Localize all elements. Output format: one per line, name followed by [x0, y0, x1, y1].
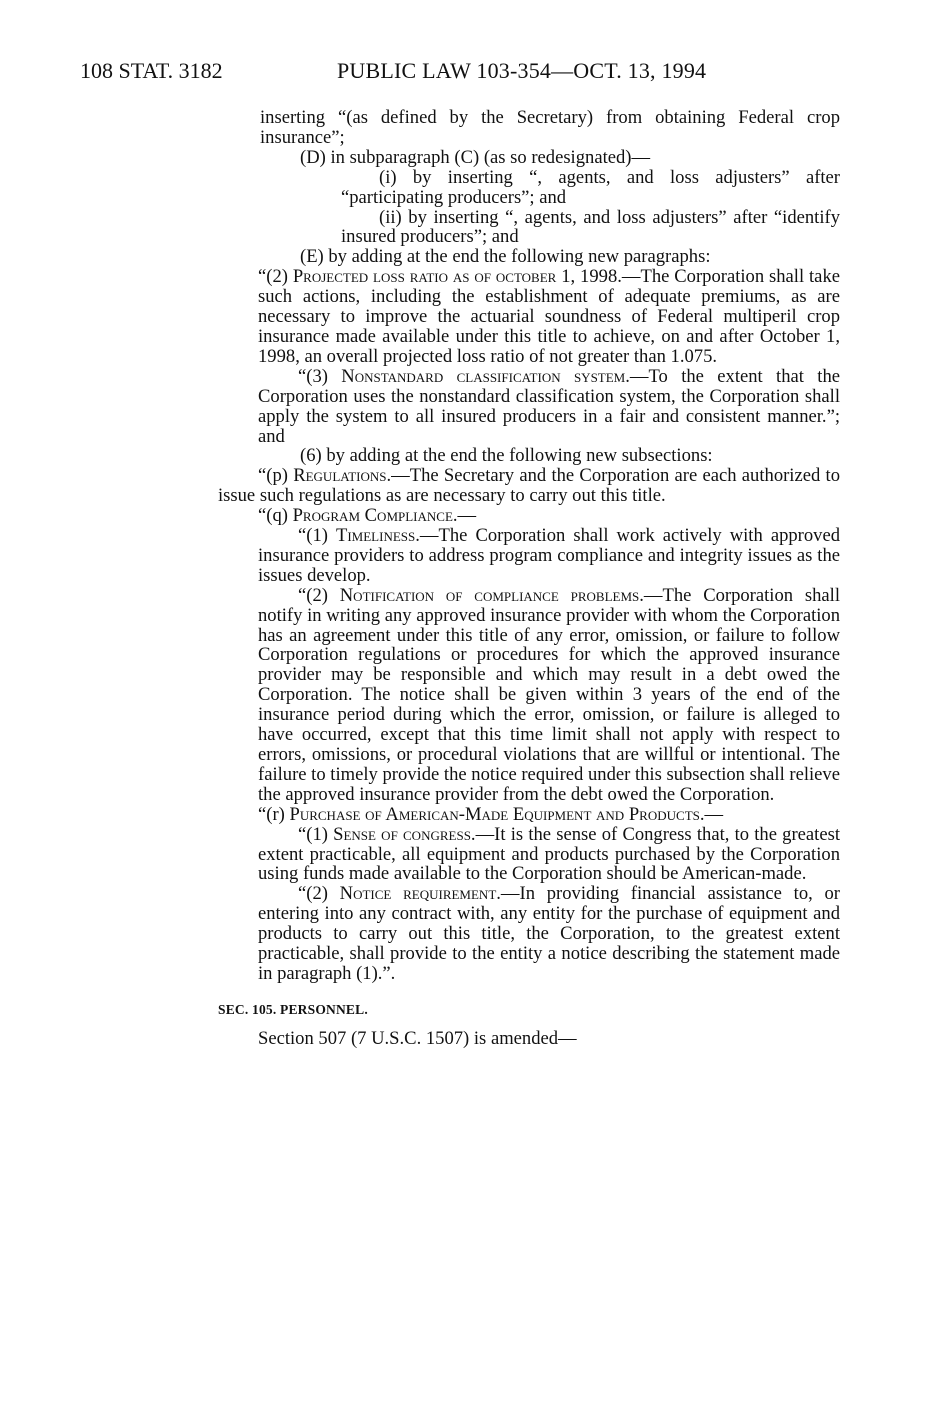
- clause-d-ii: (ii) by inserting “, agents, and loss adjusters” after “identify insured producers”; and: [341, 206, 840, 248]
- subsection-q-2-notification: “(2) Notification of compliance problems.—The Corporation shall notify in writing any approved insurance provider with whom the Corporation has an agreement under this title of any error, omission, or failure to follow Corporation regulations or procedures for which the approved insurance provider may be responsible and which may result in a debt owed the Corporation. The notice shall be given within 3 years of the end of the insurance period during which the error, omission, or failure is alleged to have occurred, except that this time limit shall not apply with respect to errors, omissions, or procedural violations that are willful or intentional. The failure to timely provide the notice required under this subsection shall relieve the approved insurance provider from the debt owed the Corporation.: [258, 584, 840, 805]
- subsection-r-2-heading: Notice requirement.: [339, 883, 501, 905]
- paragraph-3-nonstandard-classification: “(3) Nonstandard classification system.—To the extent that the Corporation uses the nonstandard classification system, the Corporation shall apply the system to all insured producers in a fair and consistent manner.”; and: [258, 365, 840, 447]
- document-body: [218, 108, 840, 1049]
- subsection-p-heading: Regulations.: [293, 465, 392, 487]
- subsection-r-heading: Purchase of American-Made Equipment and Products.: [289, 803, 705, 825]
- subsection-r-american-made: “(r) Purchase of American-Made Equipment and Products.—: [258, 803, 724, 825]
- clause-d: (D) in subparagraph (C) (as so redesignated)—: [300, 146, 651, 168]
- section-lead-in: Section 507 (7 U.S.C. 1507) is amended—: [258, 1027, 577, 1049]
- clause-e: (E) by adding at the end the following new paragraphs:: [300, 246, 711, 268]
- statute-page-number: 108 STAT. 3182: [80, 58, 223, 83]
- subsection-r-1-sense-of-congress: “(1) Sense of congress.—It is the sense of Congress that, to the greatest extent practicable, all equipment and products purchased by the Corporation using funds made available to the Corporation should be American-made.: [258, 823, 840, 885]
- subsection-q-1-timeliness: “(1) Timeliness.—The Corporation shall work actively with approved insurance providers to address program compliance and integrity issues as the issues develop.: [258, 525, 840, 586]
- running-header: [80, 58, 840, 86]
- clause-d-i: (i) by inserting “, agents, and loss adjusters” after “participating producers”; and: [341, 166, 840, 208]
- paragraph-2-heading: Projected loss ratio as of october 1, 1998.: [292, 266, 622, 288]
- subsection-r-1-heading: Sense of congress.: [333, 823, 476, 845]
- public-law-citation: PUBLIC LAW 103-354—OCT. 13, 1994: [337, 58, 707, 83]
- clause-6: (6) by adding at the end the following new subsections:: [300, 445, 713, 467]
- subsection-p-regulations: “(p) Regulations.—The Secretary and the Corporation are each authorized to issue such regulations as are necessary to carry out this title.: [218, 465, 840, 507]
- section-heading: SEC. 105. PERSONNEL.: [218, 1001, 368, 1017]
- subsection-q-2-heading: Notification of compliance problems.: [339, 584, 644, 606]
- subsection-r-2-notice-requirement: “(2) Notice requirement.—In providing financial assistance to, or entering into any contract with, any entity for the purchase of equipment and products to carry out this title, the Corporation, to the greatest extent practicable, shall provide to the entity a notice describing the statement made in paragraph (1).”.: [258, 883, 840, 984]
- subsection-q-1-heading: Timeliness.: [336, 525, 420, 547]
- subsection-q-heading: Program Compliance.: [292, 505, 458, 527]
- paragraph-2-projected-loss-ratio: “(2) Projected loss ratio as of october 1, 1998.—The Corporation shall take such actions, including the establishment of adequate premiums, as are necessary to improve the actuarial soundness of Federal multiperil crop insurance made available under this title to achieve, on and after October 1, 1998, an overall projected loss ratio of not greater than 1.075.: [258, 266, 840, 367]
- subsection-q-program-compliance: “(q) Program Compliance.—: [258, 505, 477, 527]
- continuation-line: inserting “(as defined by the Secretary) from obtaining Federal crop insurance”;: [260, 107, 840, 148]
- paragraph-3-heading: Nonstandard classification system.: [341, 365, 630, 387]
